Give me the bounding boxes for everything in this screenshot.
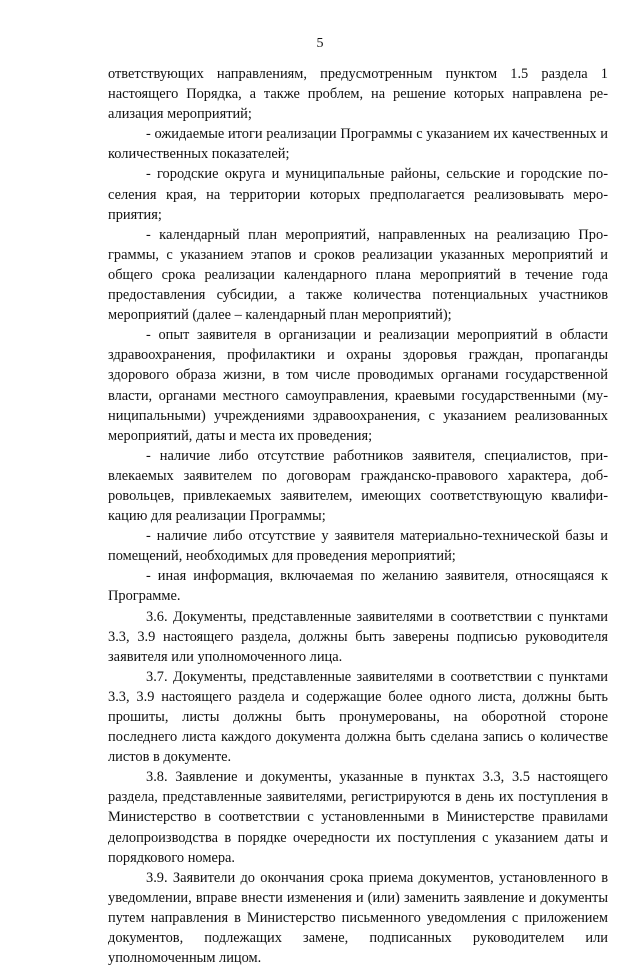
page-number: 5 (316, 36, 324, 51)
list-item-staff: - наличие либо отсутствие работников заявителя, специалистов, привлекаемых заявителем по договорам гражданско-правового характера, добровольцев, привлекаемых заявителем, имеющих соответствующую квалификацию для реализации Программы; (108, 447, 608, 525)
list-item-applicant-experience: - опыт заявителя в организации и реализации мероприятий в области здравоохранения, профилактики и охраны здоровья граждан, пропаганды здорового образа жизни, в том числе проводимых органами государственной власти, органами местного самоуправления, краевыми государственными (муниципальными) учреждениями здравоохранения, с указанием реализованных мероприятий, даты и места их проведения; (108, 327, 608, 444)
clause-3-6: 3.6. Документы, представленные заявителями в соответствии с пунктами 3.3, 3.9 настоящего раздела, должны быть заверены подписью руководителя заявителя или уполномоченного лица. (108, 608, 608, 665)
list-item-material-base: - наличие либо отсутствие у заявителя материально-технической базы и помещений, необходимых для проведения мероприятий; (108, 528, 608, 565)
document-body (108, 64, 608, 968)
clause-3-7: 3.7. Документы, представленные заявителями в соответствии с пунктами 3.3, 3.9 настоящего раздела и содержащие более одного листа, должны быть прошиты, листы должны быть пронумерованы, на оборотной стороне последнего листа каждого документа должна быть сделана запись о количестве листов в документе. (108, 668, 608, 766)
list-item-calendar-plan: - календарный план мероприятий, направленных на реализацию Программы, с указанием этапов и сроков реализации указанных мероприятий и общего срока реализации календарного плана мероприятий в течение года предоставления субсидии, а также количества потенциальных участников мероприятий (далее – календарный план мероприятий); (108, 226, 608, 324)
paragraph-continuation: ответствующих направлениям, предусмотренным пунктом 1.5 раздела 1 настоящего Порядка, а также проблем, на решение которых направлена реализация мероприятий; (108, 66, 608, 123)
list-item-expected-results: - ожидаемые итоги реализации Программы с указанием их качественных и количественных показателей; (108, 126, 608, 163)
clause-3-8: 3.8. Заявление и документы, указанные в пунктах 3.3, 3.5 настоящего раздела, представленные заявителями, регистрируются в день их поступления в Министерство в соответствии с установленными в Министерстве правилами делопроизводства в порядке очередности их поступления с указанием даты и порядкового номера. (108, 769, 608, 866)
list-item-municipalities: - городские округа и муниципальные районы, сельские и городские поселения края, на территории которых предполагается реализовывать мероприятия; (108, 166, 608, 223)
clause-3-9: 3.9. Заявители до окончания срока приема документов, установленного в уведомлении, вправе внести изменения и (или) заменить заявление и документы путем направления в Министерство письменного уведомления с приложением документов, подлежащих замене, подписанных руководителем или уполномоченным лицом. (108, 869, 608, 967)
list-item-other-info: - иная информация, включаемая по желанию заявителя, относящаяся к Программе. (108, 568, 608, 605)
